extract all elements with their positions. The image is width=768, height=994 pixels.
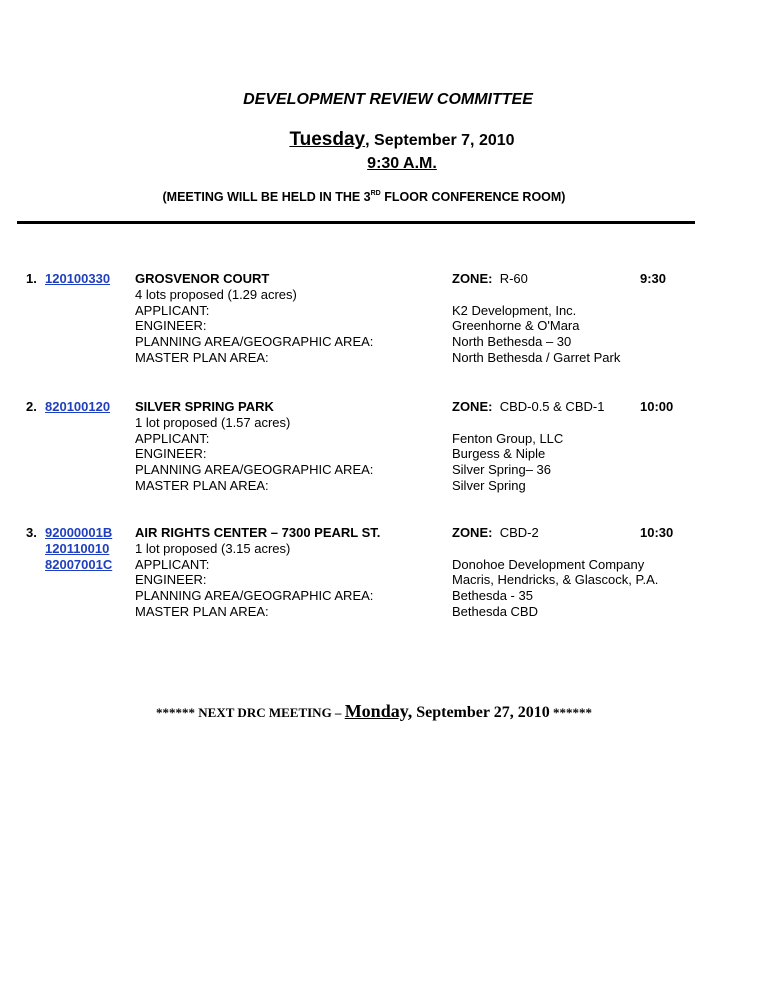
time-slot: 9:30 <box>640 271 667 286</box>
project-name: SILVER SPRING PARK <box>135 399 274 414</box>
header-divider <box>17 221 695 224</box>
location-text-post: FLOOR CONFERENCE ROOM) <box>380 190 566 204</box>
meeting-date <box>0 129 768 151</box>
location-text-pre: (MEETING WILL BE HELD IN THE 3 <box>162 190 371 204</box>
case-link[interactable]: 120110010 <box>45 540 110 556</box>
item-number: 2. <box>26 399 37 414</box>
engineer-label: ENGINEER: <box>135 572 207 588</box>
zone-label: ZONE: <box>452 399 493 414</box>
applicant-label: APPLICANT: <box>135 302 210 318</box>
master-plan-value: Silver Spring <box>452 477 526 493</box>
engineer-value: Greenhorne & O'Mara <box>452 318 580 334</box>
item-values <box>452 525 658 620</box>
item-number: 1. <box>26 271 37 286</box>
planning-area-label: PLANNING AREA/GEOGRAPHIC AREA: <box>135 334 374 350</box>
planning-area-label: PLANNING AREA/GEOGRAPHIC AREA: <box>135 462 374 478</box>
zone-value: CBD-2 <box>499 525 539 540</box>
master-plan-label: MASTER PLAN AREA: <box>135 349 269 365</box>
case-id-list <box>45 271 110 287</box>
next-meeting-prefix: ****** NEXT DRC MEETING – <box>156 705 345 720</box>
case-id-list <box>45 399 110 415</box>
applicant-value: K2 Development, Inc. <box>452 302 577 318</box>
item-details <box>135 525 380 620</box>
engineer-value: Burgess & Niple <box>452 446 546 462</box>
zone <box>452 399 604 415</box>
zone-label: ZONE: <box>452 525 493 540</box>
applicant-label: APPLICANT: <box>135 556 210 572</box>
next-meeting-notice <box>0 701 748 722</box>
master-plan-value: North Bethesda / Garret Park <box>452 349 621 365</box>
item-details <box>135 271 373 366</box>
planning-area-label: PLANNING AREA/GEOGRAPHIC AREA: <box>135 588 374 604</box>
meeting-time: 9:30 A.M. <box>367 155 437 172</box>
committee-title: DEVELOPMENT REVIEW COMMITTEE <box>243 91 533 108</box>
meeting-date-rest: , September 7, 2010 <box>365 132 515 149</box>
case-link[interactable]: 82007001C <box>45 556 113 572</box>
applicant-label: APPLICANT: <box>135 430 210 446</box>
master-plan-label: MASTER PLAN AREA: <box>135 477 269 493</box>
master-plan-label: MASTER PLAN AREA: <box>135 603 269 619</box>
project-name: GROSVENOR COURT <box>135 271 270 286</box>
planning-area-value: Silver Spring– 36 <box>452 462 551 478</box>
meeting-location <box>0 190 728 204</box>
time-slot: 10:30 <box>640 525 674 540</box>
zone <box>452 525 658 541</box>
engineer-label: ENGINEER: <box>135 318 207 334</box>
zone <box>452 271 620 287</box>
location-superscript: RD <box>370 190 381 197</box>
zone-value: R-60 <box>499 271 528 286</box>
lots-proposed: 4 lots proposed (1.29 acres) <box>135 286 297 302</box>
zone-label: ZONE: <box>452 271 493 286</box>
time-slot: 10:00 <box>640 399 674 414</box>
lots-proposed: 1 lot proposed (3.15 acres) <box>135 540 291 556</box>
project-name: AIR RIGHTS CENTER – 7300 PEARL ST. <box>135 525 381 540</box>
item-values <box>452 399 604 494</box>
planning-area-value: North Bethesda – 30 <box>452 334 572 350</box>
engineer-value: Macris, Hendricks, & Glascock, P.A. <box>452 572 659 588</box>
next-meeting-day: Monday, <box>344 701 413 721</box>
item-number: 3. <box>26 525 37 540</box>
applicant-value: Fenton Group, LLC <box>452 430 564 446</box>
planning-area-value: Bethesda - 35 <box>452 588 533 604</box>
item-values <box>452 271 620 366</box>
case-id-list <box>45 525 112 572</box>
case-link[interactable]: 820100120 <box>45 399 111 414</box>
applicant-value: Donohoe Development Company <box>452 556 645 572</box>
lots-proposed: 1 lot proposed (1.57 acres) <box>135 414 291 430</box>
next-meeting-suffix: ****** <box>549 705 592 720</box>
meeting-day: Tuesday <box>289 129 366 150</box>
case-link[interactable]: 92000001B <box>45 525 113 540</box>
engineer-label: ENGINEER: <box>135 446 207 462</box>
next-meeting-date: September 27, 2010 <box>412 704 550 721</box>
master-plan-value: Bethesda CBD <box>452 603 538 619</box>
zone-value: CBD-0.5 & CBD-1 <box>499 399 605 414</box>
case-link[interactable]: 120100330 <box>45 271 111 286</box>
item-details <box>135 399 373 494</box>
